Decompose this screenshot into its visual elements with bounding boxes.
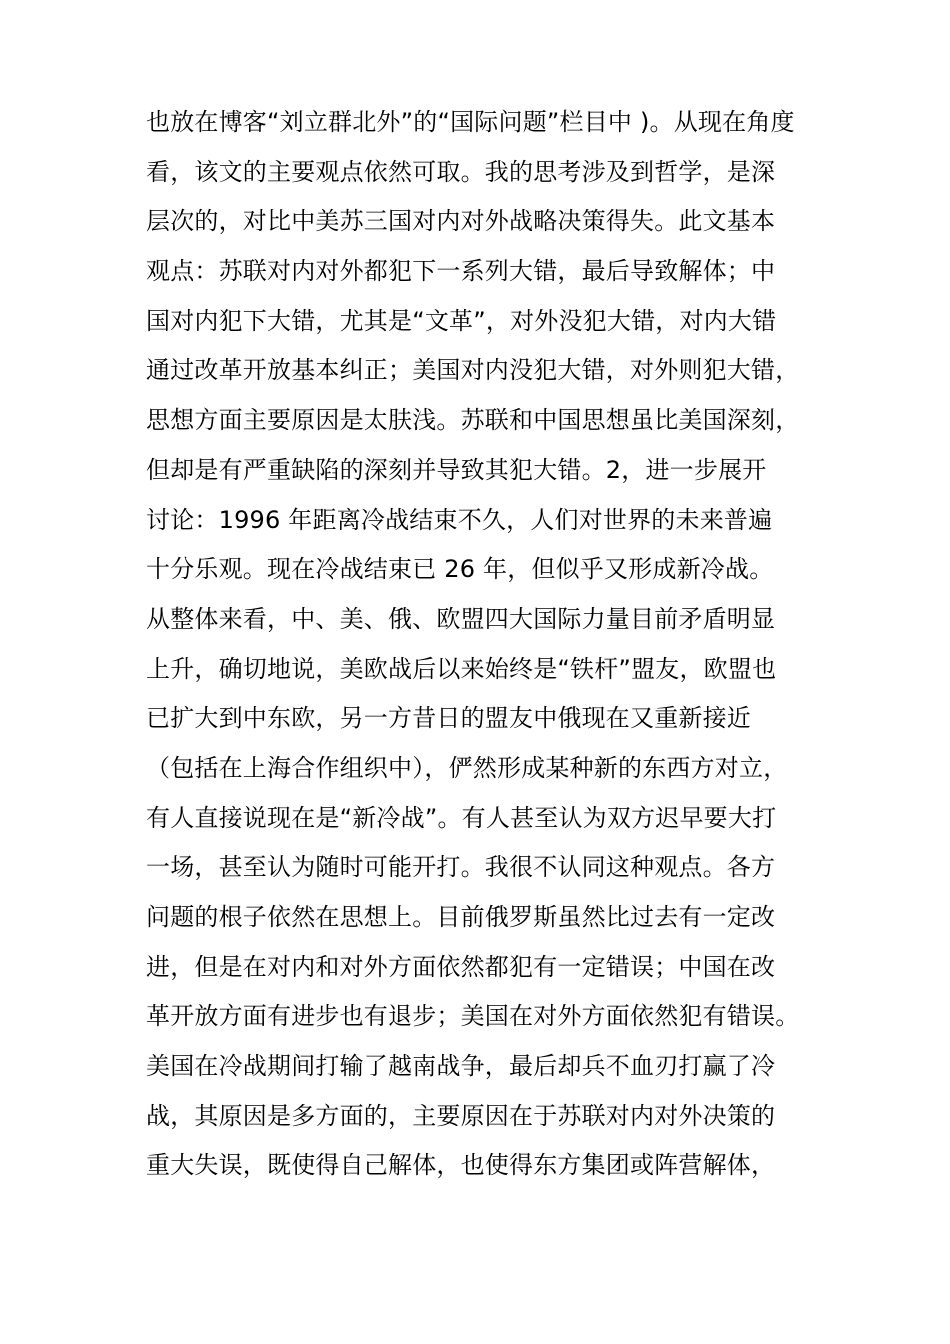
text-line: 革开放方面有进步也有退步；美国在对外方面依然犯有错误。 xyxy=(146,1002,800,1031)
body-paragraph xyxy=(146,98,846,1191)
text-line: 从整体来看，中、美、俄、欧盟四大国际力量目前矛盾明显 xyxy=(146,604,776,633)
text-line: 上升，确切地说，美欧战后以来始终是“铁杆”盟友，欧盟也 xyxy=(146,654,777,683)
text-line: 但却是有严重缺陷的深刻并导致其犯大错。2，进一步展开 xyxy=(146,455,767,484)
text-line: 讨论：1996 年距离冷战结束不久，人们对世界的未来普遍 xyxy=(146,505,773,534)
text-line: 有人直接说现在是“新冷战”。有人甚至认为双方迟早要大打 xyxy=(146,803,777,832)
text-line: 十分乐观。现在冷战结束已 26 年，但似乎又形成新冷战。 xyxy=(146,555,774,584)
text-line: 已扩大到中东欧，另一方昔日的盟友中俄现在又重新接近 xyxy=(146,704,751,733)
text-line: 看，该文的主要观点依然可取。我的思考涉及到哲学，是深 xyxy=(146,157,776,186)
text-line: 美国在冷战期间打输了越南战争，最后却兵不血刃打赢了冷 xyxy=(146,1052,776,1081)
text-line: 问题的根子依然在思想上。目前俄罗斯虽然比过去有一定改 xyxy=(146,903,776,931)
text-line: 通过改革开放基本纠正；美国对内没犯大错，对外则犯大错， xyxy=(146,356,800,385)
text-line: 一场，甚至认为随时可能开打。我很不认同这种观点。各方 xyxy=(146,853,776,882)
text-line: 重大失误，既使得自己解体，也使得东方集团或阵营解体， xyxy=(146,1151,776,1180)
text-line: 国对内犯下大错，尤其是“文革”，对外没犯大错，对内大错 xyxy=(146,306,777,335)
text-line: 进，但是在对内和对外方面依然都犯有一定错误；中国在改 xyxy=(146,952,776,981)
text-line: 层次的，对比中美苏三国对内对外战略决策得失。此文基本 xyxy=(146,207,776,236)
text-line: （包括在上海合作组织中），俨然形成某种新的东西方对立， xyxy=(146,753,788,782)
text-line: 也放在博客“刘立群北外”的“国际问题”栏目中 )。从现在角度 xyxy=(146,108,795,136)
text-line: 思想方面主要原因是太肤浅。苏联和中国思想虽比美国深刻， xyxy=(146,406,800,435)
text-line: 战，其原因是多方面的，主要原因在于苏联对内对外决策的 xyxy=(146,1101,776,1130)
text-line: 观点：苏联对内对外都犯下一系列大错，最后导致解体；中 xyxy=(146,257,776,286)
